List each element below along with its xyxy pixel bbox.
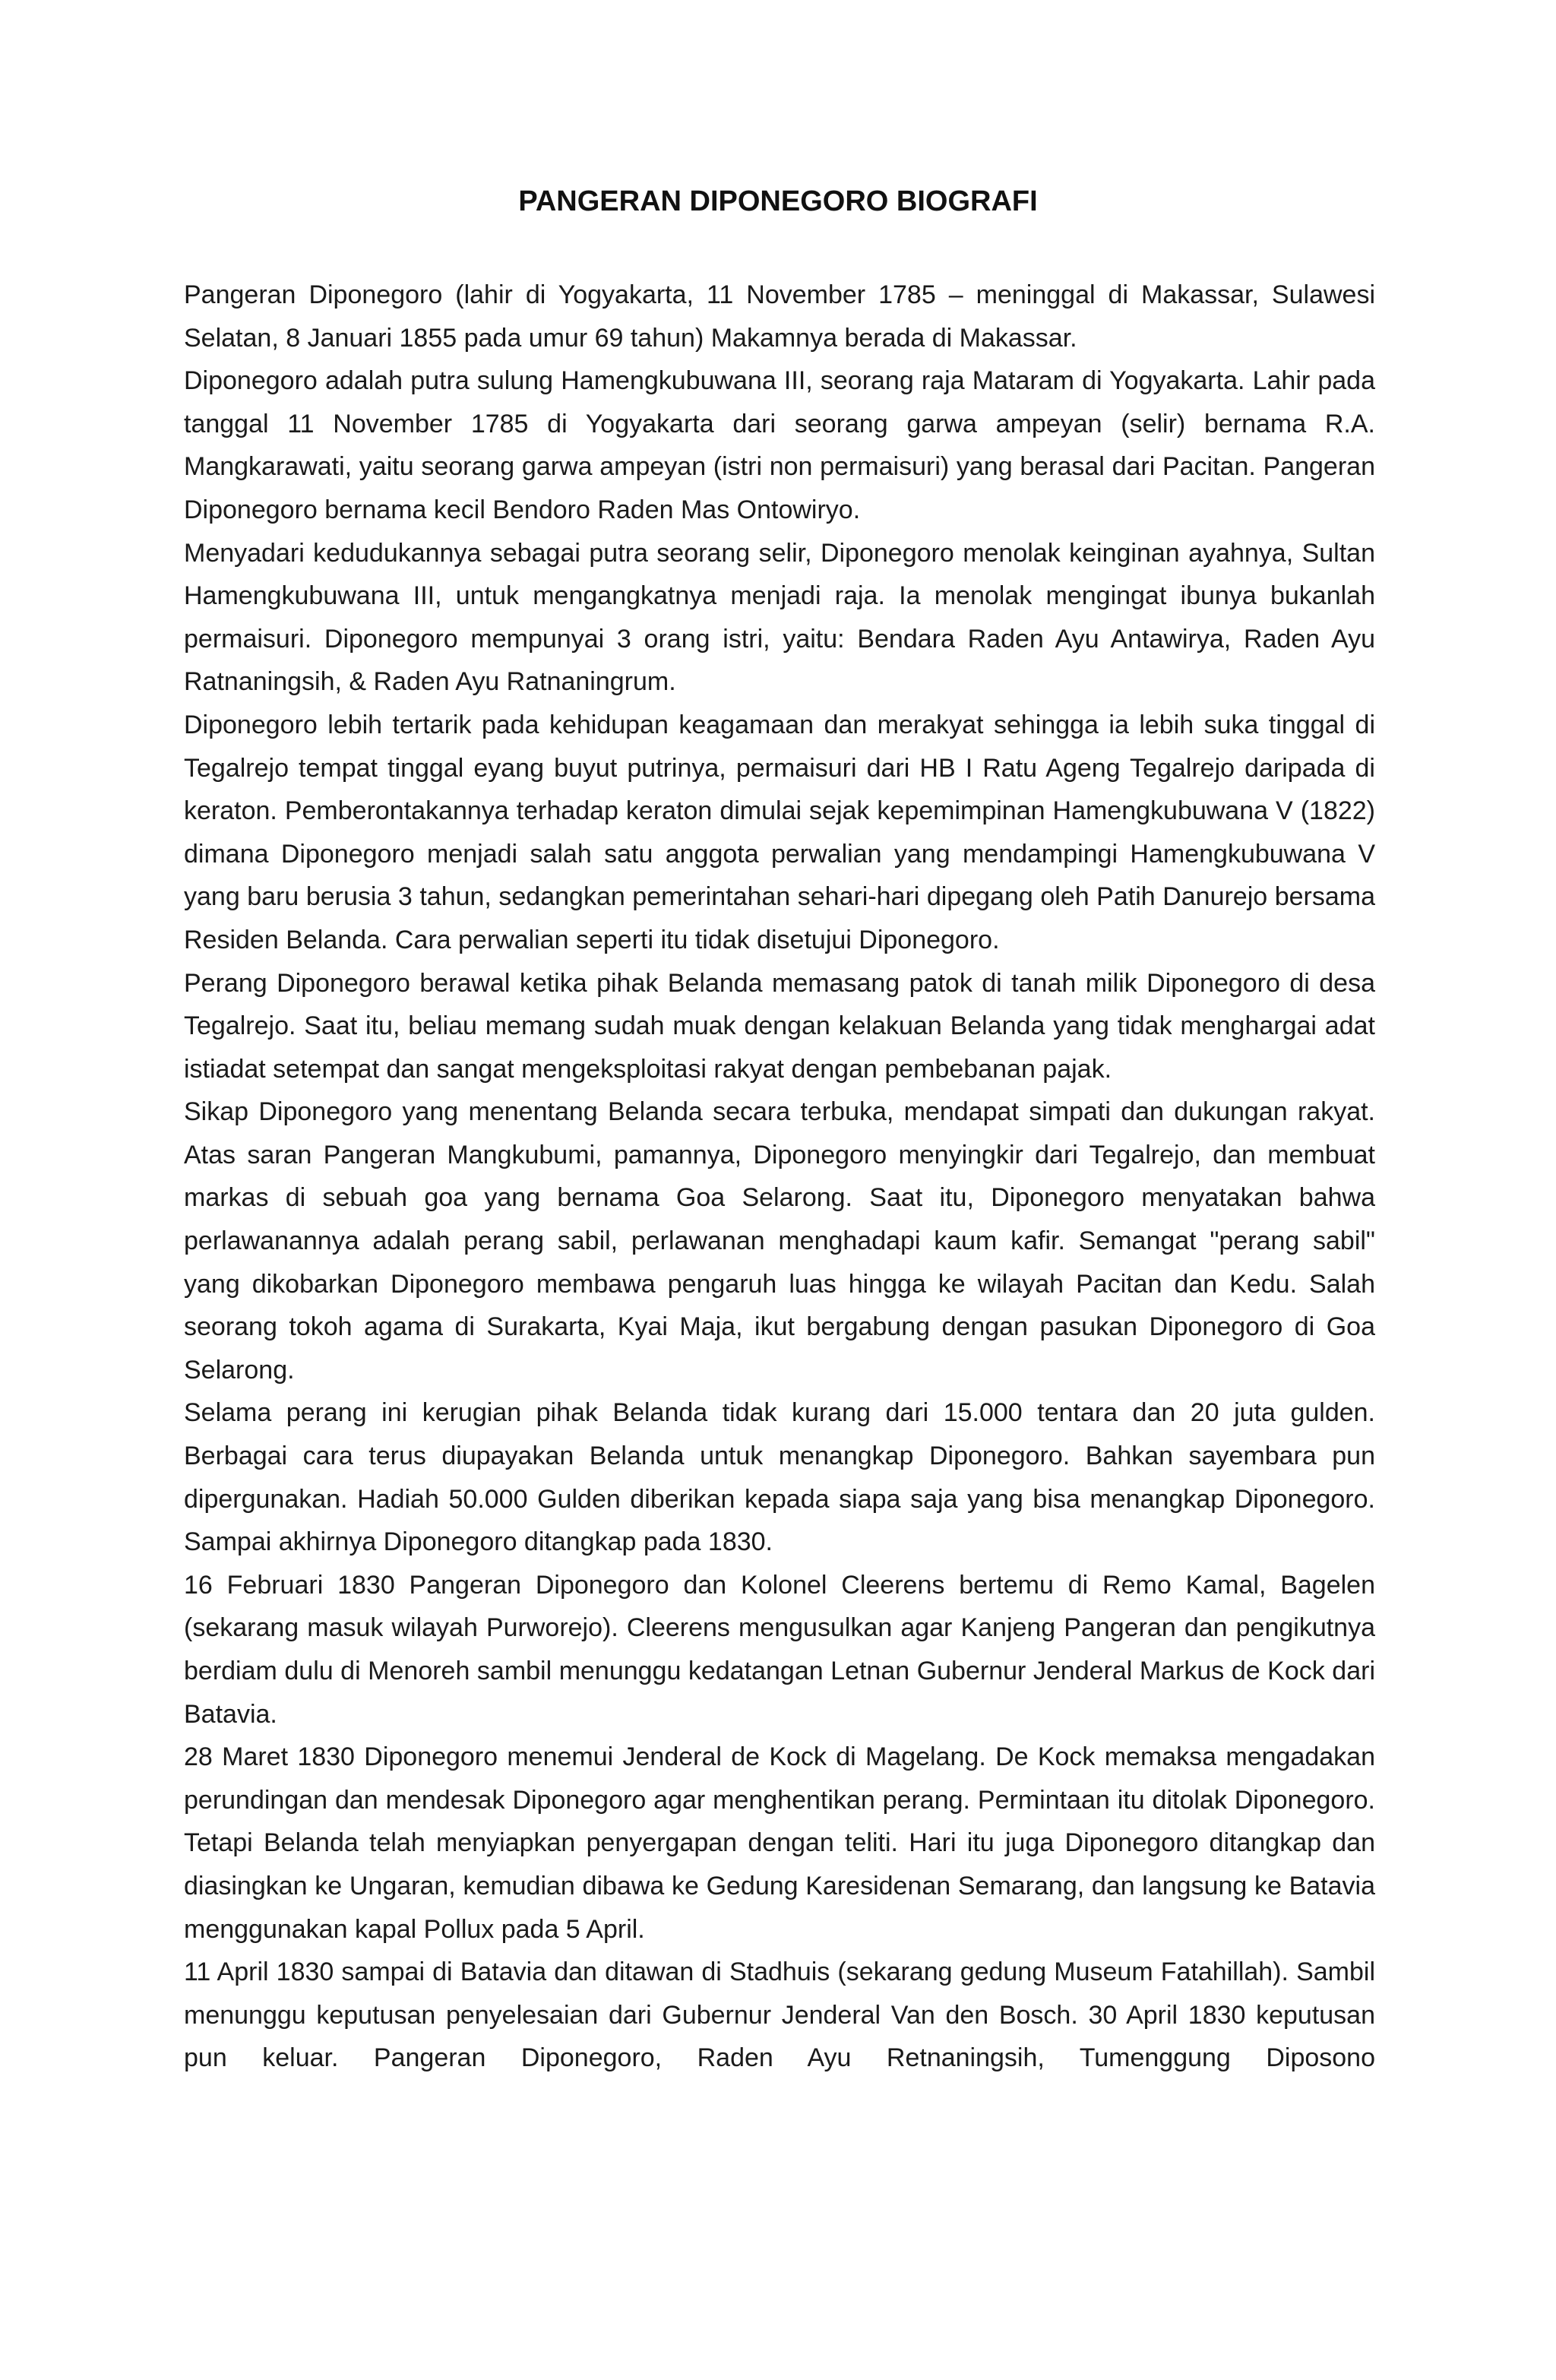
paragraph-war-origin: Perang Diponegoro berawal ketika pihak Belanda memasang patok di tanah milik Diponegoro di desa Tegalrejo. Saat itu, beliau memang sudah muak dengan kelakuan Belanda yang tidak menghargai adat istiadat setempat dan sangat mengeksploitasi rakyat dengan pembebanan pajak. — [184, 968, 1375, 1084]
paragraph-parentage: Diponegoro adalah putra sulung Hamengkubuwana III, seorang raja Mataram di Yogyakarta. Lahir pada tanggal 11 November 1785 di Yogyakarta dari seorang garwa ampeyan (selir) bernama R.A. Mangkarawati, yaitu seorang garwa ampeyan (istri non permaisuri) yang berasal dari Pacitan. Pangeran Diponegoro bernama kecil Bendoro Raden Mas Ontowiryo. — [184, 366, 1375, 524]
paragraph-goa-selarong: Sikap Diponegoro yang menentang Belanda secara terbuka, mendapat simpati dan dukungan rakyat. Atas saran Pangeran Mangkubumi, pamannya, Diponegoro menyingkir dari Tegalrejo, dan membuat markas di sebuah goa yang bernama Goa Selarong. Saat itu, Diponegoro menyatakan bahwa perlawanannya adalah perang sabil, perlawanan menghadapi kaum kafir. Semangat "perang sabil" yang dikobarkan Diponegoro membawa pengaruh luas hingga ke wilayah Pacitan dan Kedu. Salah seorang tokoh agama di Surakarta, Kyai Maja, ikut bergabung dengan pasukan Diponegoro di Goa Selarong. — [184, 1097, 1375, 1385]
paragraph-tegalrejo: Diponegoro lebih tertarik pada kehidupan keagamaan dan merakyat sehingga ia lebih suka tinggal di Tegalrejo tempat tinggal eyang buyut putrinya, permaisuri dari HB I Ratu Ageng Tegalrejo daripada di keraton. Pemberontakannya terhadap keraton dimulai sejak kepemimpinan Hamengkubuwana V (1822) dimana Diponegoro menjadi salah satu anggota perwalian yang mendampingi Hamengkubuwana V yang baru berusia 3 tahun, sedangkan pemerintahan sehari-hari dipegang oleh Patih Danurejo bersama Residen Belanda. Cara perwalian seperti itu tidak disetujui Diponegoro. — [184, 710, 1375, 954]
paragraph-refusal-throne: Menyadari kedudukannya sebagai putra seorang selir, Diponegoro menolak keinginan ayahnya, Sultan Hamengkubuwana III, untuk mengangkatnya menjadi raja. Ia menolak mengingat ibunya bukanlah permaisuri. Diponegoro mempunyai 3 orang istri, yaitu: Bendara Raden Ayu Antawirya, Raden Ayu Ratnaningsih, & Raden Ayu Ratnaningrum. — [184, 538, 1375, 697]
paragraph-cleerens-meeting: 16 Februari 1830 Pangeran Diponegoro dan Kolonel Cleerens bertemu di Remo Kamal, Bagelen (sekarang masuk wilayah Purworejo). Cleerens mengusulkan agar Kanjeng Pangeran dan pengikutnya berdiam dulu di Menoreh sambil menunggu kedatangan Letnan Gubernur Jenderal Markus de Kock dari Batavia. — [184, 1570, 1375, 1729]
paragraph-batavia-exile: 11 April 1830 sampai di Batavia dan ditawan di Stadhuis (sekarang gedung Museum Fatahillah). Sambil menunggu keputusan penyelesaian dari Gubernur Jenderal Van den Bosch. 30 April 1830 keputusan pun keluar. Pangeran Diponegoro, Raden Ayu Retnaningsih, Tumenggung Diposono — [184, 1957, 1375, 2073]
document-body — [184, 274, 1375, 2080]
paragraph-war-losses: Selama perang ini kerugian pihak Belanda tidak kurang dari 15.000 tentara dan 20 juta gulden. Berbagai cara terus diupayakan Belanda untuk menangkap Diponegoro. Bahkan sayembara pun dipergunakan. Hadiah 50.000 Gulden diberikan kepada siapa saja yang bisa menangkap Diponegoro. Sampai akhirnya Diponegoro ditangkap pada 1830. — [184, 1398, 1375, 1557]
paragraph-capture-magelang: 28 Maret 1830 Diponegoro menemui Jenderal de Kock di Magelang. De Kock memaksa mengadakan perundingan dan mendesak Diponegoro agar menghentikan perang. Permintaan itu ditolak Diponegoro. Tetapi Belanda telah menyiapkan penyergapan dengan teliti. Hari itu juga Diponegoro ditangkap dan diasingkan ke Ungaran, kemudian dibawa ke Gedung Karesidenan Semarang, dan langsung ke Batavia menggunakan kapal Pollux pada 5 April. — [184, 1742, 1375, 1944]
document-title: PANGERAN DIPONEGORO BIOGRAFI — [518, 185, 1038, 217]
paragraph-birth-death: Pangeran Diponegoro (lahir di Yogyakarta, 11 November 1785 – meninggal di Makassar, Sulawesi Selatan, 8 Januari 1855 pada umur 69 tahun) Makamnya berada di Makassar. — [184, 280, 1375, 353]
